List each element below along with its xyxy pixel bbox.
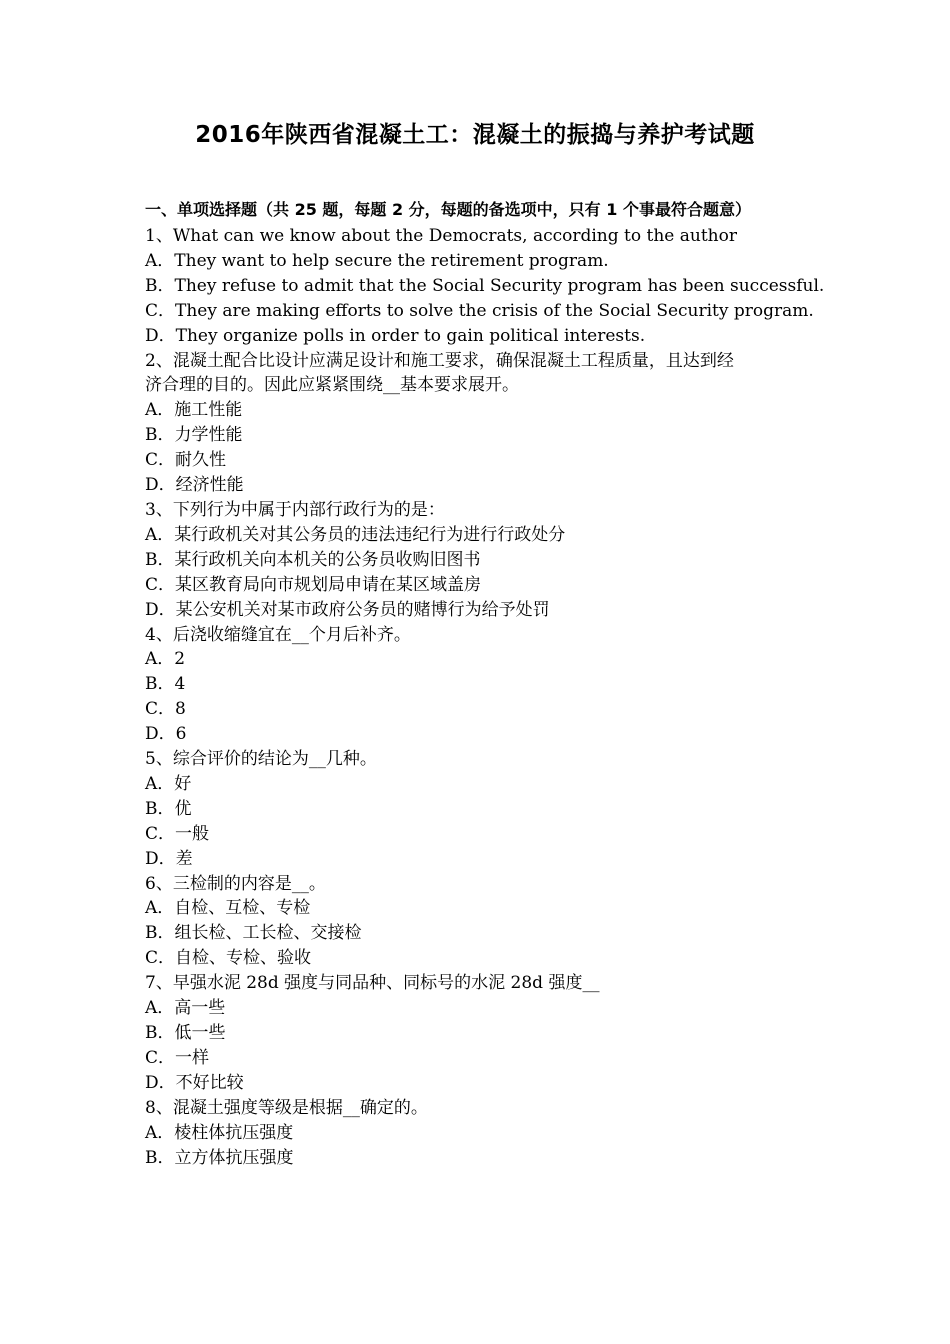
- option-d: D．经济性能: [145, 475, 244, 496]
- question-2: [145, 349, 810, 498]
- question-7: [145, 971, 810, 1096]
- option-b: B．立方体抗压强度: [145, 1147, 294, 1168]
- question-3: [145, 498, 810, 623]
- option-b: B．低一些: [145, 1023, 226, 1043]
- option-c: C．8: [145, 699, 186, 720]
- question-8: [145, 1096, 810, 1171]
- option-a: A．施工性能: [145, 400, 243, 421]
- option-d: D．某公安机关对某市政府公务员的赌博行为给予处罚: [145, 599, 550, 620]
- option-d: D．不好比较: [145, 1072, 244, 1093]
- page-title: 2016年陕西省混凝土工：混凝土的振捣与养护考试题: [195, 122, 755, 148]
- option-b: B．力学性能: [145, 425, 243, 446]
- question-6: [145, 872, 810, 972]
- question-stem: 3、下列行为中属于内部行政行为的是：: [145, 499, 445, 520]
- question-stem: 5、综合评价的结论为__几种。: [145, 749, 377, 770]
- option-a: A．好: [145, 773, 192, 794]
- option-a: A．自检、互检、专检: [145, 898, 311, 919]
- option-b: B．4: [145, 674, 186, 695]
- option-b: B．优: [145, 798, 192, 819]
- option-a: A．棱柱体抗压强度: [145, 1122, 294, 1143]
- option-c: C．一般: [145, 823, 210, 844]
- question-5: [145, 747, 810, 872]
- option-c: C．They are making efforts to solve the crisis of the Social Security program.: [145, 300, 814, 321]
- document-body: [145, 198, 825, 1170]
- option-a: A．2: [145, 649, 186, 670]
- question-stem-line-2: 济合理的目的。因此应紧紧围绕__基本要求展开。: [145, 375, 519, 396]
- option-c: C．自检、专检、验收: [145, 948, 312, 969]
- option-b: B．They refuse to admit that the Social Security program has been successful.: [145, 275, 825, 296]
- question-stem: 6、三检制的内容是__。: [145, 873, 326, 894]
- option-b: B．某行政机关向本机关的公务员收购旧图书: [145, 549, 481, 570]
- option-c: C．一样: [145, 1047, 210, 1068]
- option-b: B．组长检、工长检、交接检: [145, 923, 362, 944]
- option-a: A．高一些: [145, 998, 226, 1019]
- question-1: [145, 224, 825, 349]
- question-stem: 1、What can we know about the Democrats, according to the author: [145, 226, 737, 246]
- question-stem: 7、早强水泥 28d 强度与同品种、同标号的水泥 28d 强度__: [145, 973, 600, 994]
- question-stem-line-1: 2、混凝土配合比设计应满足设计和施工要求，确保混凝土工程质量，且达到经: [145, 350, 734, 371]
- question-stem: 8、混凝土强度等级是根据__确定的。: [145, 1097, 428, 1118]
- option-c: C．某区教育局向市规划局申请在某区域盖房: [145, 574, 482, 595]
- option-a: A．They want to help secure the retirement program.: [145, 250, 609, 271]
- question-stem: 4、后浇收缩缝宜在__个月后补齐。: [145, 624, 411, 645]
- question-4: [145, 623, 810, 748]
- option-a: A．某行政机关对其公务员的违法违纪行为进行行政处分: [145, 524, 566, 545]
- section-heading: 一、单项选择题（共 25 题，每题 2 分，每题的备选项中，只有 1 个事最符合题意）: [145, 200, 751, 219]
- option-c: C．耐久性: [145, 450, 227, 471]
- option-d: D．6: [145, 724, 187, 745]
- option-d: D．They organize polls in order to gain political interests.: [145, 325, 646, 346]
- option-d: D．差: [145, 848, 193, 869]
